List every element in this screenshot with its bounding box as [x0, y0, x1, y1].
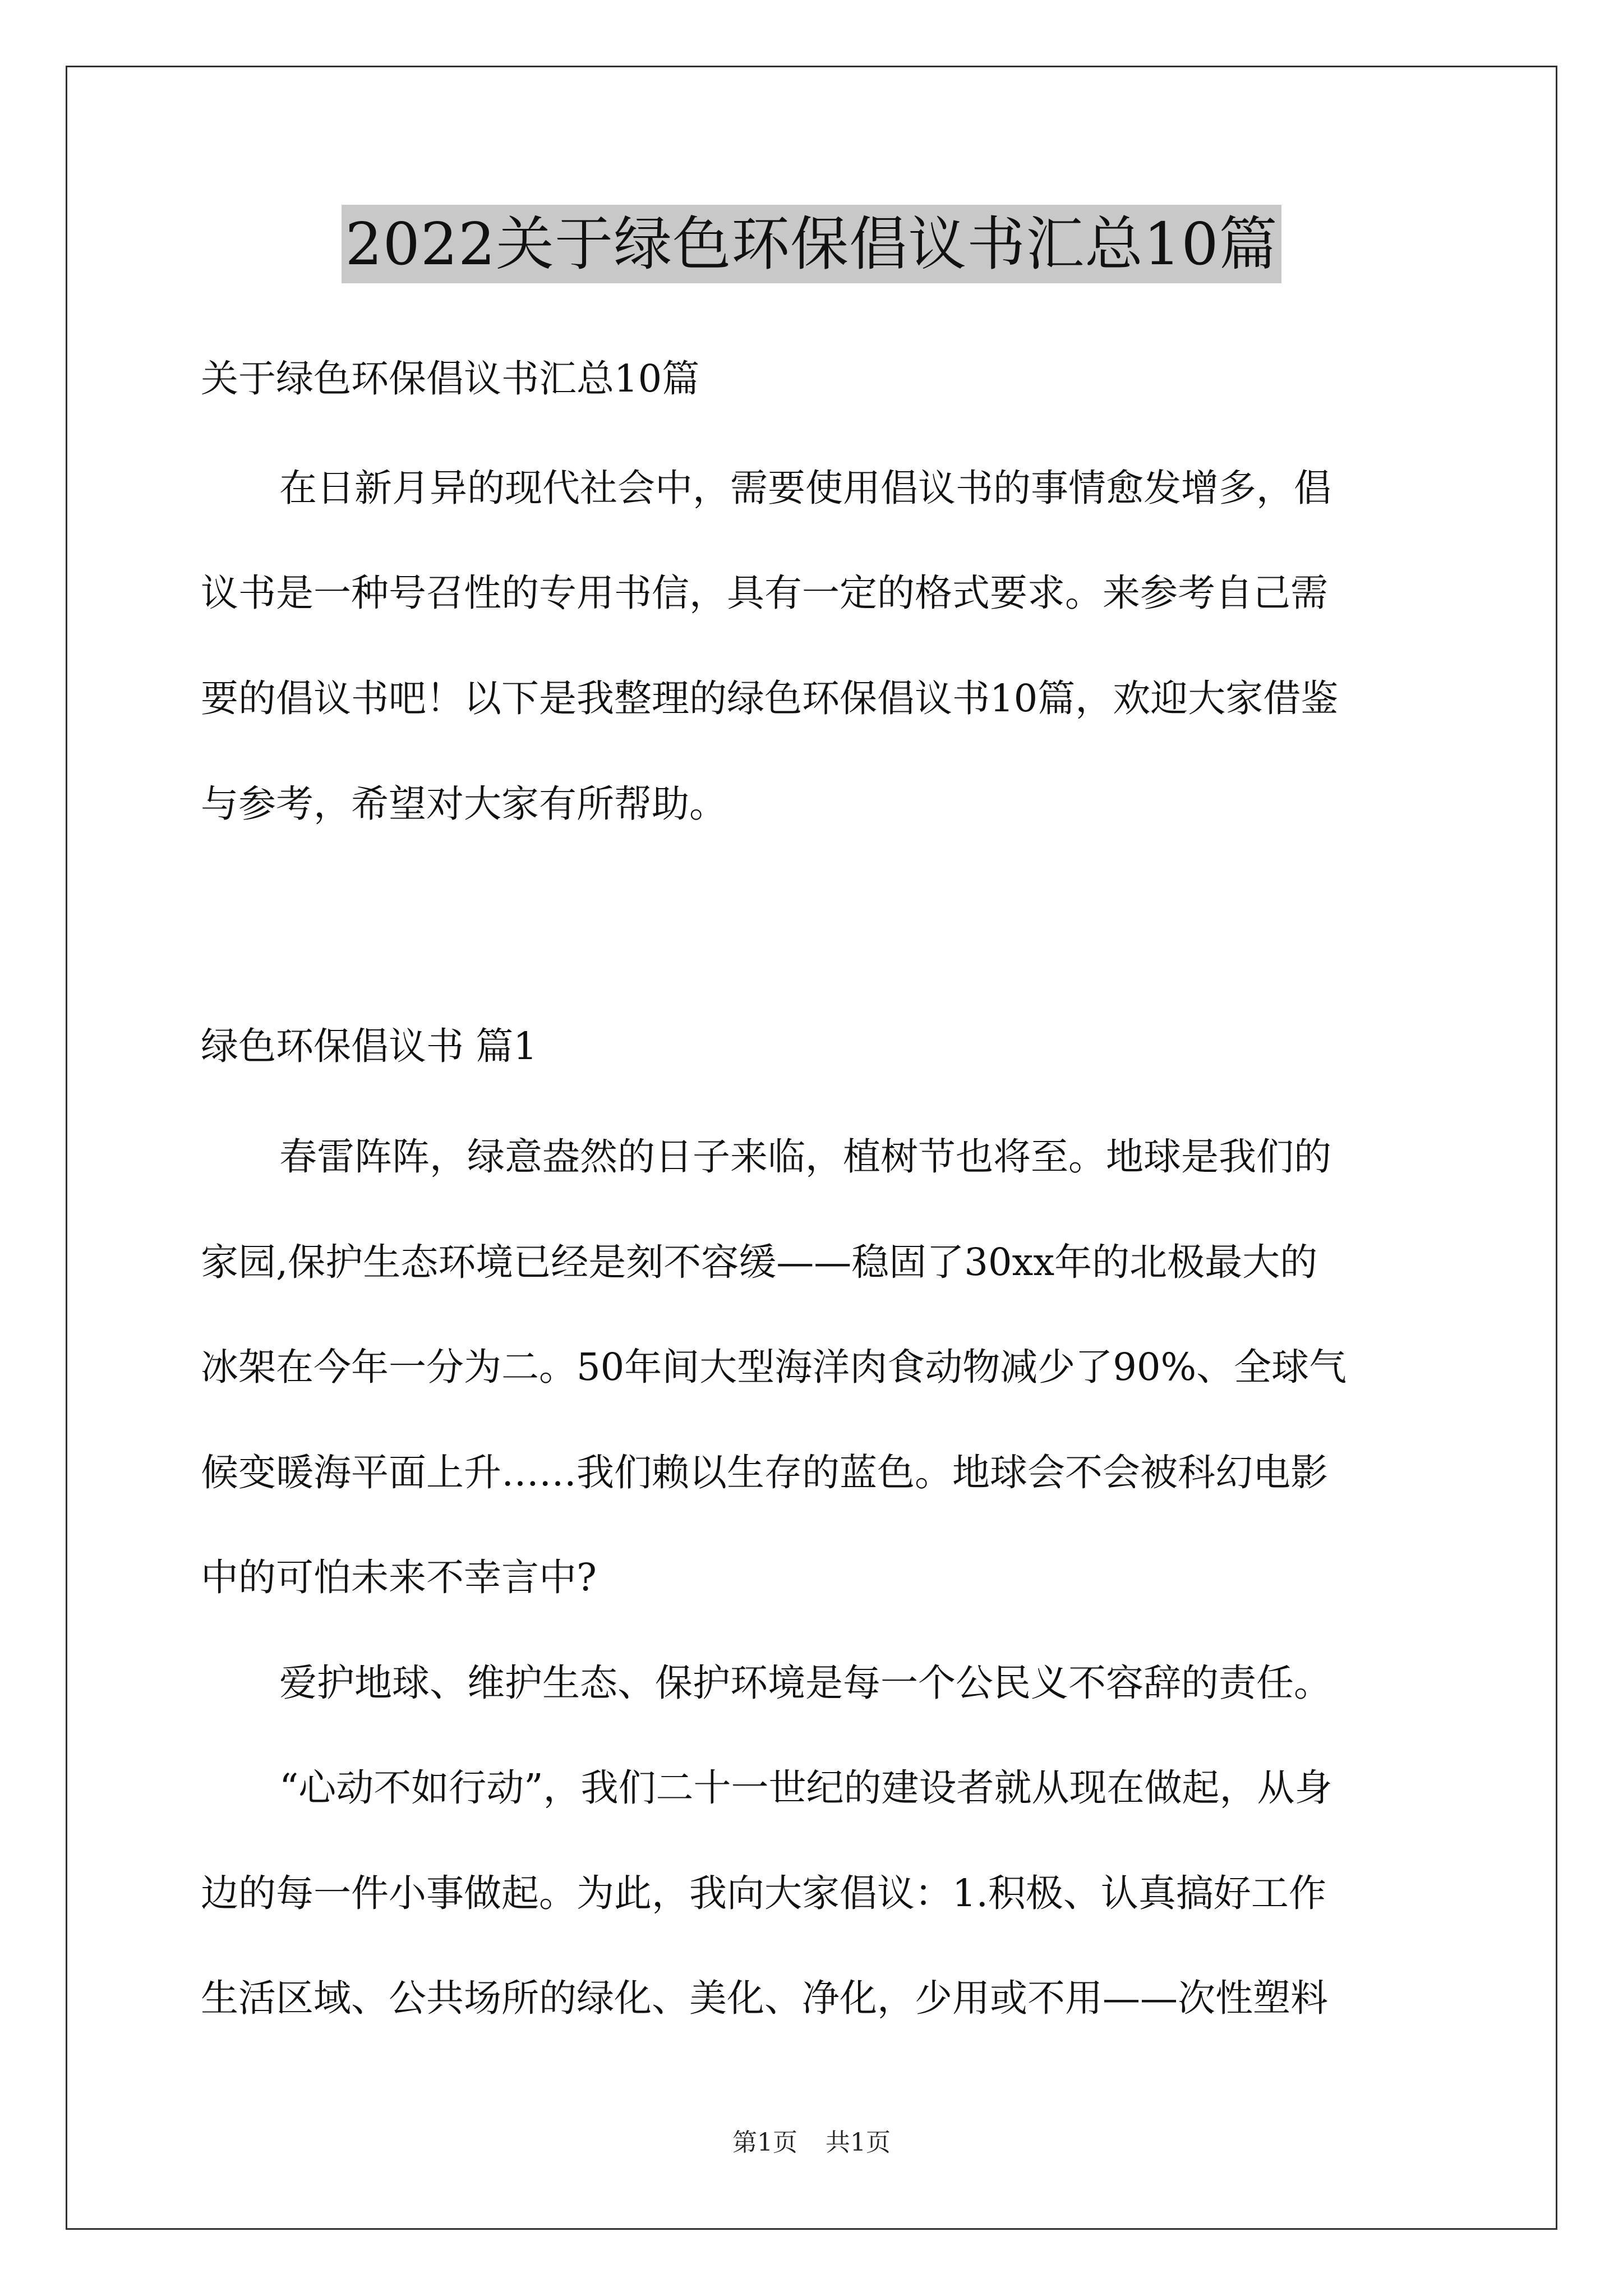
intro-line-1: 在日新月异的现代社会中，需要使用倡议书的事情愈发增多，倡: [279, 466, 1331, 510]
intro-line-2: 议书是一种号召性的专用书信，具有一定的格式要求。来参考自己需: [201, 571, 1328, 615]
para1-line-2: 家园,保护生态环境已经是刻不容缓——稳固了30xx年的北极最大的: [201, 1240, 1318, 1284]
page-number: 第1页: [732, 2128, 797, 2157]
para1-line-1: 春雷阵阵，绿意盎然的日子来临，植树节也将至。地球是我们的: [279, 1135, 1331, 1179]
para3-line-2: 边的每一件小事做起。为此，我向大家倡议：1.积极、认真搞好工作: [201, 1871, 1326, 1915]
section-heading: 绿色环保倡议书 篇1: [201, 1024, 537, 1068]
para1-line-3: 冰架在今年一分为二。50年间大型海洋肉食动物减少了90%、全球气: [201, 1345, 1347, 1389]
title-wrapper: [0, 205, 1623, 283]
document-title: 2022关于绿色环保倡议书汇总10篇: [342, 205, 1281, 283]
para2-line-1: 爱护地球、维护生态、保护环境是每一个公民义不容辞的责任。: [279, 1661, 1331, 1705]
document-subtitle: 关于绿色环保倡议书汇总10篇: [201, 357, 700, 401]
page-total: 共1页: [826, 2128, 891, 2157]
para3-line-1: “心动不如行动”，我们二十一世纪的建设者就从现在做起，从身: [279, 1766, 1332, 1810]
para1-line-4: 候变暖海平面上升……我们赖以生存的蓝色。地球会不会被科幻电影: [201, 1451, 1328, 1494]
para1-line-5: 中的可怕未来不幸言中?: [201, 1556, 597, 1599]
intro-line-4: 与参考，希望对大家有所帮助。: [201, 782, 727, 826]
para3-line-3: 生活区域、公共场所的绿化、美化、净化，少用或不用——次性塑料: [201, 1976, 1328, 2020]
page-footer: [0, 2127, 1623, 2159]
intro-line-3: 要的倡议书吧！以下是我整理的绿色环保倡议书10篇，欢迎大家借鉴: [201, 677, 1339, 720]
